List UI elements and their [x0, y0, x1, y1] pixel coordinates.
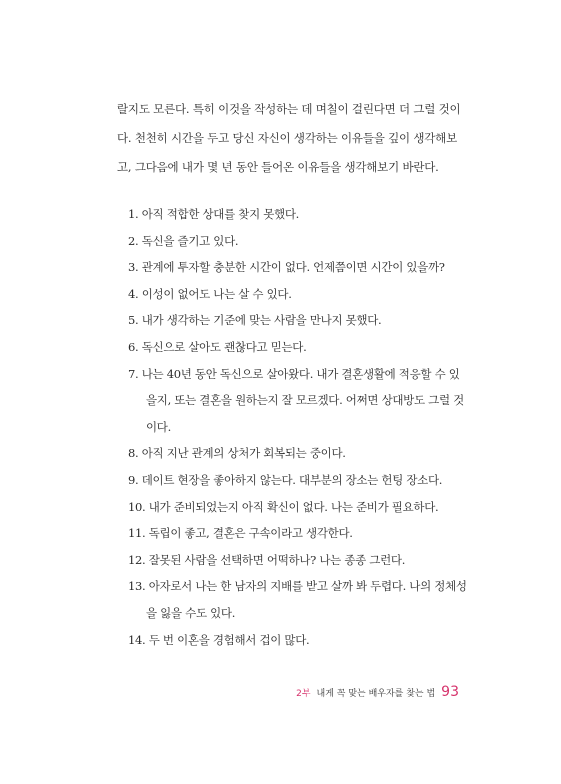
list-item-text: 9. 데이트 현장을 좋아하지 않는다. 대부분의 장소는 헌팅 장소다.: [128, 472, 443, 487]
list-item: [128, 361, 468, 441]
reasons-list: [128, 201, 468, 653]
list-item-text: 1. 아직 적합한 상대를 찾지 못했다.: [128, 207, 300, 221]
list-item-text: 3. 관계에 투자할 충분한 시간이 없다. 언제쯤이면 시간이 있을까?: [128, 260, 445, 275]
list-item: [128, 228, 468, 255]
list-item-text: 6. 독신으로 살아도 괜찮다고 믿는다.: [128, 339, 307, 354]
footer-part-label: 2부: [296, 689, 311, 699]
list-item: [128, 334, 468, 361]
list-item: [128, 520, 468, 547]
list-item-text: 10. 내가 준비되었는지 아직 확신이 없다. 나는 준비가 필요하다.: [128, 499, 439, 514]
list-item-continuation: 이다.: [146, 419, 171, 434]
list-item-text: 4. 이성이 없어도 나는 살 수 있다.: [128, 286, 292, 301]
list-item: [128, 201, 468, 228]
list-item-text: 8. 아직 지난 관계의 상처가 회복되는 중이다.: [128, 446, 346, 461]
intro-line: 고, 그다음에 내가 몇 년 동안 들어온 이유들을 생각해보기 바란다.: [117, 160, 439, 174]
footer-section-title: 내게 꼭 맞는 배우자를 찾는 법: [316, 689, 436, 699]
list-item-text: 11. 독립이 좋고, 결혼은 구속이라고 생각한다.: [128, 526, 353, 541]
list-item: [128, 440, 468, 467]
running-footer: [296, 684, 459, 700]
list-item: [128, 307, 468, 334]
intro-paragraph: [117, 95, 467, 182]
intro-line: 다. 천천히 시간을 두고 당신 자신이 생각하는 이유들을 깊이 생각해보: [117, 131, 458, 145]
list-item-text: 12. 잘못된 사람을 선택하면 어떡하나? 나는 종종 그런다.: [128, 552, 406, 567]
intro-line: 랄지도 모른다. 특히 이것을 작성하는 데 며칠이 걸린다면 더 그럴 것이: [117, 102, 461, 116]
list-item: [128, 494, 468, 521]
list-item: [128, 573, 468, 626]
list-item: [128, 254, 468, 281]
list-item-continuation: 을 잃을 수도 있다.: [146, 605, 236, 620]
list-item-text: 2. 독신을 즐기고 있다.: [128, 233, 239, 248]
list-item-text: 7. 나는 40년 동안 독신으로 살아왔다. 내가 결혼생활에 적응할 수 있: [128, 366, 460, 381]
list-item: [128, 547, 468, 574]
list-item-continuation: 을지, 또는 결혼을 원하는지 잘 모르겠다. 어쩌면 상대방도 그럴 것: [146, 393, 464, 408]
list-item-text: 5. 내가 생각하는 기준에 맞는 사람을 만나지 못했다.: [128, 313, 382, 328]
list-item-text: 13. 아자로서 나는 한 남자의 지배를 받고 살까 봐 두렵다. 나의 정체성: [128, 579, 467, 594]
page-number: 93: [441, 684, 459, 700]
list-item-text: 14. 두 번 이혼을 경험해서 겁이 많다.: [128, 632, 310, 647]
list-item: [128, 627, 468, 654]
list-item: [128, 467, 468, 494]
list-item: [128, 281, 468, 308]
